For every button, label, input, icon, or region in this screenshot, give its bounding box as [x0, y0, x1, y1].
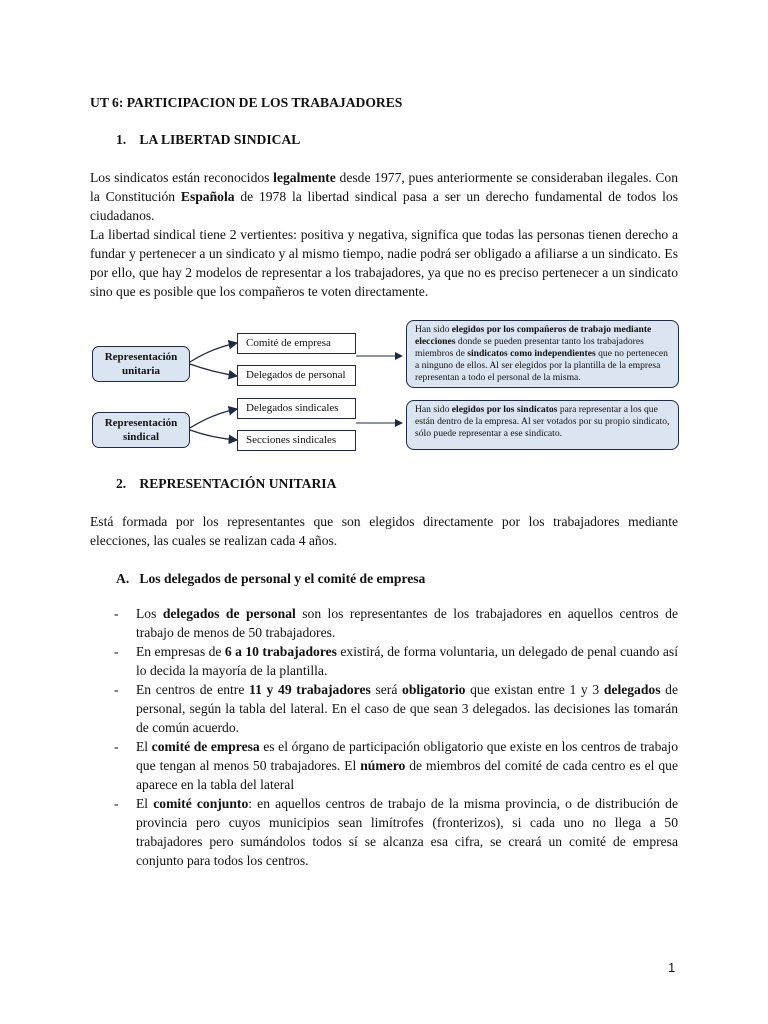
bullet-text: En centros de entre: [136, 682, 250, 697]
section-2-number: 2.: [116, 476, 127, 491]
bullet-text: que existan entre 1 y 3: [465, 682, 604, 697]
info1-text-e: que no pertenecen a ninguno de ellos. Al ser elegidos por la plantilla de la empresa representan a todo el personal de la misma.: [415, 348, 668, 383]
arrow-unitaria-delegados: [190, 364, 237, 376]
info2-text-c: para representar a los que están dentro de la empresa. Al ser votados por su propio sindicato, sólo puede representar a ese sindicato.: [415, 404, 670, 439]
arrow-unitaria-comite: [190, 343, 237, 362]
bullet-bold: delegados: [603, 682, 661, 697]
bullet-bold: obligatorio: [402, 682, 466, 697]
bullet-text: de personal, según la tabla del lateral. En el caso de que sean 3 delegados. las decisiones las tomarán de común acuerdo.: [136, 682, 679, 735]
paragraph-1: [90, 168, 678, 225]
bullet-list: [90, 604, 678, 870]
info2-bold-b: elegidos por los sindicatos: [451, 404, 558, 415]
subsection-a-heading: [116, 569, 425, 588]
bullet-bold: 11 y 49 trabajadores: [249, 682, 371, 697]
p1-bold-espanola: Española: [180, 189, 235, 204]
p1-text-c: desde 1977, pues anteriormente se consideraban ilegales. Con la Constitución: [90, 170, 678, 204]
paragraph-2: La libertad sindical tiene 2 vertientes: positiva y negativa, significa que todas las personas tienen derecho a fundar y pertenecer a un sindicato y al mismo tiempo, nadie podrá ser obligado a afiliarse a un sindicato. Es por ello, que hay 2 modelos de representar a los trabajadores, ya que no es preciso pertenecer a un sindicato sino que es posible que los compañeros te voten directamente.: [90, 227, 678, 299]
bullet-text: Los: [136, 606, 163, 621]
info1-bold-d: sindicatos como independientes: [467, 348, 596, 359]
p1-bold-legalmente: legalmente: [273, 170, 336, 185]
bullet-dash: -: [114, 606, 119, 621]
bullet-dash: -: [114, 682, 119, 697]
bullet-text: será: [370, 682, 403, 697]
info1-text-a: Han sido: [415, 324, 452, 335]
box-comite-empresa: Comité de empresa: [237, 333, 356, 354]
paragraph-3: Está formada por los representantes que son elegidos directamente por los trabajadores mediante elecciones, las cuales se realizan cada 4 años.: [90, 514, 678, 548]
subsection-a-title: Los delegados de personal y el comité de empresa: [139, 571, 426, 586]
subsection-a-letter: A.: [116, 571, 130, 586]
info2-text-a: Han sido: [415, 404, 452, 415]
list-item: [90, 642, 678, 680]
arrow-sindical-delegados: [190, 409, 237, 428]
info-box-sindical: [406, 400, 679, 450]
paragraph-libertad-sindical: [90, 168, 678, 301]
paragraph-representacion-unitaria: [90, 512, 678, 550]
bullet-text: es el órgano de participación obligatorio que existe en los centros de trabajo que tengan al menos 50 trabajadores. El: [136, 739, 678, 773]
box-delegados-personal: Delegados de personal: [237, 365, 356, 386]
bullet-text: de miembros del comité de cada centro es el que aparece en la tabla del lateral: [136, 758, 678, 792]
bullet-bold: comité conjunto: [153, 796, 249, 811]
list-item: [90, 794, 678, 870]
arrow-sindical-secciones: [190, 430, 237, 440]
section-1-title: LA LIBERTAD SINDICAL: [139, 132, 301, 147]
bullet-bold: delegados de personal: [162, 606, 296, 621]
box-representacion-sindical: Representación sindical: [92, 412, 190, 448]
bullet-bold: 6 a 10 trabajadores: [224, 644, 337, 659]
bullet-text: El: [136, 739, 152, 754]
list-item: [90, 604, 678, 642]
bullet-text: existirá, de forma voluntaria, un delegado de penal cuando así lo decida la mayoría de la plantilla.: [136, 644, 678, 678]
bullet-dash: -: [114, 644, 119, 659]
section-2-heading: [116, 474, 336, 493]
bullet-text: En empresas de: [136, 644, 225, 659]
p1-text-a: Los sindicatos están reconocidos: [90, 170, 274, 185]
info1-bold-b: elegidos por los compañeros de trabajo mediante elecciones: [415, 324, 652, 347]
bullet-bold: número: [360, 758, 406, 773]
bullet-bold: comité de empresa: [151, 739, 260, 754]
bullet-text: son los representantes de los trabajadores en aquellos centros de trabajo de menos de 50 trabajadores.: [136, 606, 678, 640]
section-2-title: REPRESENTACIÓN UNITARIA: [139, 476, 337, 491]
document-title: UT 6: PARTICIPACION DE LOS TRABAJADORES: [90, 95, 403, 110]
list-item: [90, 737, 678, 794]
bullet-text: : en aquellos centros de trabajo de la misma provincia, o de distribución de provincia pero cuyos municipios sean limítrofes (fronterizos), si cada uno no llega a 50 trabajadores pero sumándolos todos sí se alcanza esa cifra, se creará un comité de empresa conjunto para todos los centros.: [136, 796, 678, 868]
section-1-number: 1.: [116, 132, 127, 147]
list-item: [90, 680, 678, 737]
info1-text-c: donde se pueden presentar tanto los trabajadores miembros de: [415, 336, 644, 359]
box-delegados-sindicales: Delegados sindicales: [237, 398, 356, 419]
box-representacion-unitaria: Representación unitaria: [92, 346, 190, 382]
section-1-heading: [116, 130, 300, 149]
box-secciones-sindicales: Secciones sindicales: [237, 430, 356, 451]
p1-text-e: de 1978 la libertad sindical pasa a ser un derecho fundamental de todos los ciudadanos.: [90, 189, 679, 223]
bullet-text: El: [136, 796, 154, 811]
bullet-dash: -: [114, 796, 119, 811]
page-number: 1: [668, 960, 676, 975]
info-box-unitaria: [406, 320, 679, 388]
bullet-dash: -: [114, 739, 119, 754]
